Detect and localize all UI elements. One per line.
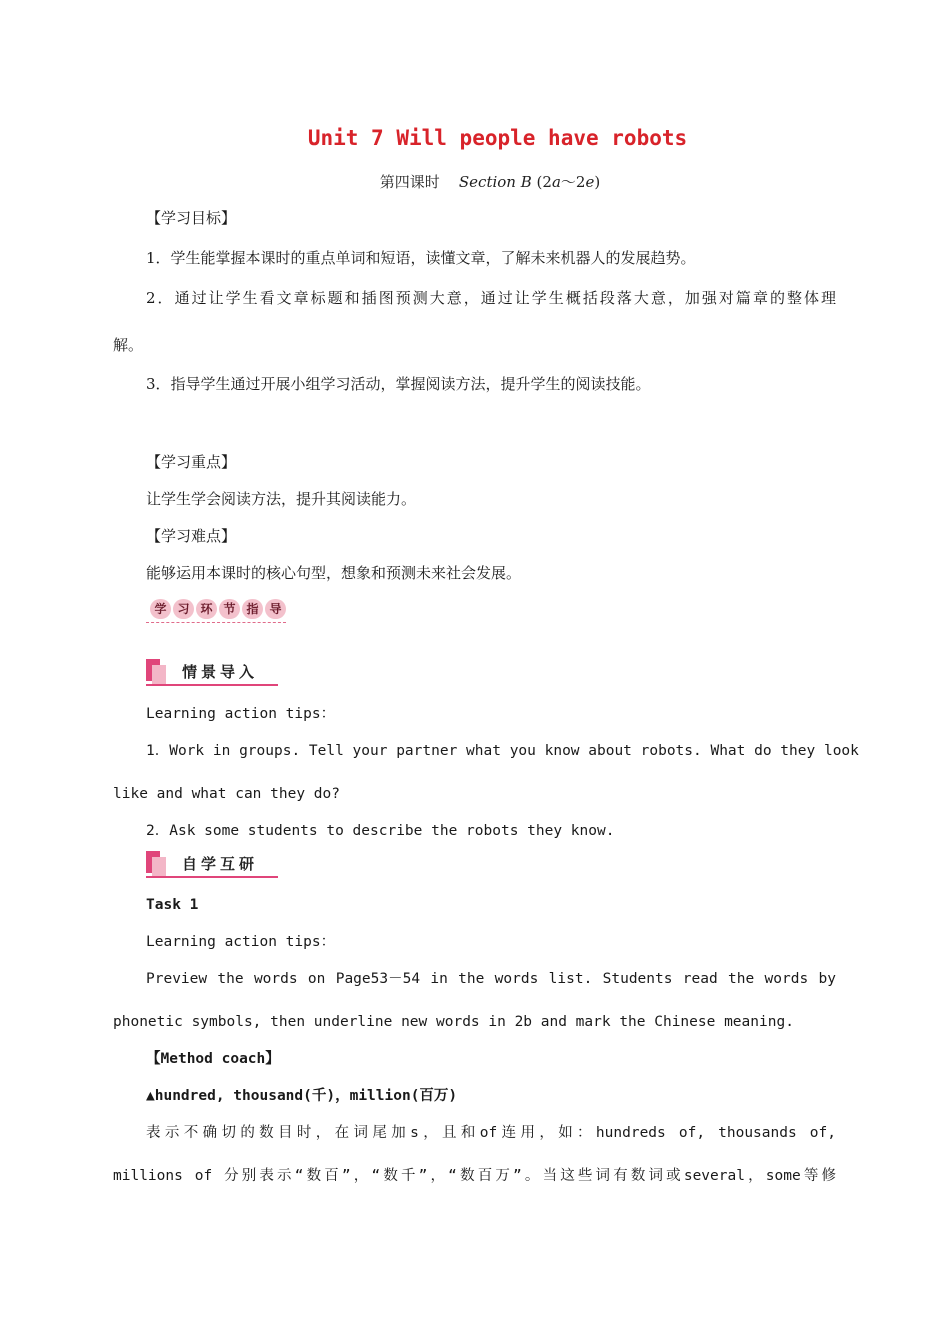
objective-item-2-line-1: 2．通过让学生看文章标题和插图预测大意，通过让学生概括段落大意，加强对篇章的整体理 xyxy=(146,289,836,307)
section-marker-shadow xyxy=(152,665,166,685)
task-tips-heading: Learning action tips： xyxy=(146,934,336,950)
explain-line-2: millions of 分别表示“数百”，“数千”，“数百万”。当这些词有数词或several，some等修 xyxy=(113,1168,836,1184)
study-guide-banner xyxy=(146,596,286,624)
lesson-number: 第四课时 xyxy=(379,173,440,191)
banner-char: 环 xyxy=(196,599,217,619)
scene-tip-1-line-1: 1．Work in groups. Tell your partner what you know about robots. What do they look xyxy=(146,743,859,759)
range-a: a xyxy=(551,173,561,191)
range-open: (2 xyxy=(531,173,552,191)
banner-char: 导 xyxy=(265,599,286,619)
section-label: 自学互研 xyxy=(182,855,259,873)
method-coach-heading: 【Method coach】 xyxy=(146,1051,280,1067)
vocab-entry: ▲hundred, thousand(千)，million(百万) xyxy=(146,1088,458,1104)
range-e: e xyxy=(585,173,595,191)
section-name: Section B xyxy=(458,173,532,191)
page-title: Unit 7 Will people have robots xyxy=(307,126,688,150)
keypoints-heading: 【学习重点】 xyxy=(146,453,237,471)
section-underline xyxy=(146,876,278,878)
lesson-subtitle xyxy=(0,171,950,192)
scene-tip-2: 2．Ask some students to describe the robots they know. xyxy=(146,823,615,839)
scene-tips-heading: Learning action tips： xyxy=(146,706,336,722)
section-header-scene-intro xyxy=(146,659,278,687)
banner-char: 节 xyxy=(219,599,240,619)
objective-item-2-line-2: 解。 xyxy=(113,336,144,354)
task-tip-line-2: phonetic symbols, then underline new words in 2b and mark the Chinese meaning. xyxy=(113,1014,794,1030)
section-marker-shadow xyxy=(152,857,166,877)
objective-item-1: 1．学生能掌握本课时的重点单词和短语，读懂文章，了解未来机器人的发展趋势。 xyxy=(146,249,696,267)
range-sep: ～2 xyxy=(560,173,586,191)
section-label: 情景导入 xyxy=(182,663,259,681)
range-close: ) xyxy=(594,173,601,191)
explain-line-1: 表示不确切的数目时，在词尾加s，且和of连用，如：hundreds of, thousands of, xyxy=(146,1125,836,1141)
keypoints-text: 让学生学会阅读方法，提升其阅读能力。 xyxy=(146,490,417,508)
banner-char: 习 xyxy=(173,599,194,619)
section-header-self-study xyxy=(146,851,278,879)
section-underline xyxy=(146,684,278,686)
difficulties-text: 能够运用本课时的核心句型，想象和预测未来社会发展。 xyxy=(146,564,522,582)
task-tip-line-1: Preview the words on Page53－54 in the words list. Students read the words by xyxy=(146,971,836,987)
banner-char: 学 xyxy=(150,599,171,619)
banner-dashed-divider xyxy=(146,622,286,623)
scene-tip-1-line-2: like and what can they do? xyxy=(113,786,340,802)
difficulties-heading: 【学习难点】 xyxy=(146,527,237,545)
task-title: Task 1 xyxy=(146,897,199,913)
objective-item-3: 3．指导学生通过开展小组学习活动，掌握阅读方法，提升学生的阅读技能。 xyxy=(146,375,651,393)
banner-char: 指 xyxy=(242,599,263,619)
objectives-heading: 【学习目标】 xyxy=(146,209,237,227)
